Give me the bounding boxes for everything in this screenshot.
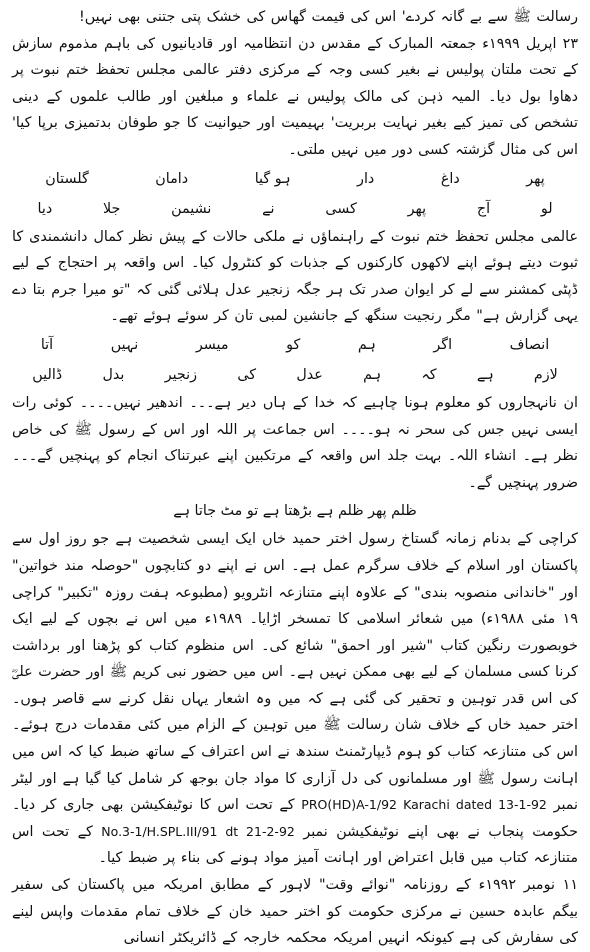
- paragraph-karachi: [12, 526, 578, 872]
- verse-justice-line-1: [12, 330, 578, 360]
- verse-word: نشیمن: [171, 200, 212, 217]
- verse-word: نے: [262, 200, 275, 217]
- verse-word: دار: [357, 170, 375, 187]
- verse-word: زنجیر: [164, 366, 198, 383]
- verse-word: دیا: [37, 200, 53, 217]
- verse-word: ڈالیں: [32, 366, 63, 383]
- verse-word: آج: [476, 200, 491, 217]
- verse-justice: [12, 330, 578, 390]
- verse-word: ہم: [363, 366, 382, 383]
- verse-word: نہیں: [110, 336, 139, 353]
- verse-word: ہے: [476, 366, 494, 383]
- verse-word: میسر: [195, 336, 229, 353]
- verse-justice-line-2: [12, 360, 578, 390]
- verse-word: کہ: [421, 366, 437, 383]
- verse-word: پھر: [407, 200, 427, 217]
- verse-word: جلا: [102, 200, 121, 217]
- verse-word: کسی: [325, 200, 357, 217]
- paragraph-karachi-text-end: کے تحت اس متنازعہ کتاب میں قابل اعتراض اور اہانت آمیز مواد ہونے کی بناء پر ضبط کیا۔: [12, 823, 578, 867]
- verse-word: لو: [540, 200, 553, 217]
- letter-reference-sindh: PRO(HD)A-1/92 Karachi dated 13-1-92: [301, 797, 547, 813]
- verse-garden-line-2: [12, 194, 578, 224]
- document-page: [12, 4, 579, 947]
- verse-word: ہو گیا: [254, 170, 291, 187]
- paragraph-opening: رسالت ﷺ سے بے گانہ کردے' اس کی قیمت گھاس کی خشک پتی جتنی بھی نہیں!: [79, 9, 578, 25]
- verse-word: دامان: [155, 170, 189, 187]
- paragraph-raid: ۲۳ اپریل ۱۹۹۹ء جمعتہ المبارک کے مقدس دن انتظامیہ اور قادیانیوں کی باہم مذموم سازش کے تحت ملتان پولیس نے بغیر کسی وجہ کے مرکزی دفتر عالمی مجلس تحفظ ختم نبوت پر دھاوا بول دیا۔ المیہ ذہن کی مالک پولیس نے علماء و مبلغین اور طالب علموں کے دینی تشخص کی تمیز کیے بغیر نہایت بربریت' بہیمیت اور حیوانیت کا جو طوفان بدتمیزی برپا کیا' اس کی مثال گزشتہ کسی دور میں نہیں ملتی۔: [12, 35, 578, 158]
- verse-word: آتا: [40, 336, 54, 353]
- paragraph-karachi-text: کراچی کے بدنام زمانہ گستاخ رسول اختر حمید خاں ایک ایسی شخصیت ہے جو روز اول سے پاکستان اور اسلام کے خلاف سرگرم عمل ہے۔ اس نے اپنے دو کتابچوں "حوصلہ مند خواتین" اور "خاندانی منصوبہ بندی" کے علاوہ اپنے متنازعہ انٹرویو (مطبوعہ ہفت روزہ "تکبیر" کراچی ۱۹ مئی ۱۹۸۸ء) میں شعائر اسلامی کا تمسخر اڑایا۔ ۱۹۸۹ء میں اس نے بچوں کے لیے ایک خوبصورت رنگین کتاب "شیر اور احمق" شائع کی۔ اس منظوم کتاب کو پڑھنا اور برداشت کرنا کسی مسلمان کے لیے بھی ممکن نہیں ہے۔ اس میں حضور نبی کریم ﷺ اور حضرت علیؓ کی اس قدر توہین و تحقیر کی گئی ہے کہ میں وہ اشعار یہاں نقل کرنے سے قاصر ہوں۔ اختر حمید خاں کے خلاف شان رسالت ﷺ میں توہین کے الزام میں کئی مقدمات درج ہوئے۔ اس کی متنازعہ کتاب کو ہوم ڈیپارٹمنٹ سندھ نے اس اعتراف کے ساتھ ضبط کیا کہ اس میں اہانت رسول ﷺ اور مسلمانوں کی دل آزاری کا مواد جان بوجھ کر شامل کیا گیا ہے اور لیٹر نمبر: [12, 531, 579, 814]
- verse-oppression: ظلم پھر ظلم ہے بڑھتا ہے تو مٹ جاتا ہے: [173, 503, 417, 520]
- verse-word: داغ: [440, 170, 460, 187]
- paragraph-protest: عالمی مجلس تحفظ ختم نبوت کے راہنماؤں نے ملکی حالات کے پیش نظر کمال دانشمندی کا ثبوت دیتے ہوئے اپنے لاکھوں کارکنوں کے جذبات کو کنٹرول کیا۔ اس واقعہ پر احتجاج کے لیے ڈپٹی کمشنر سے لے کر ایوان صدر تک ہر جگہ زنجیر عدل ہلائی گئی کہ "تو میرا جرم بتا دے یہی گزارش ہے" مگر رنجیت سنگھ کے جانشین لمبی تان کر سوئے ہوئے تھے۔: [12, 228, 578, 325]
- paragraph-karachi-text-cont: کے تحت اس کا نوٹیفکیشن بھی جاری کر دیا۔ حکومت پنجاب نے بھی اپنے نوٹیفکیشن نمبر: [12, 797, 579, 840]
- verse-word: عدل: [296, 366, 323, 383]
- verse-word: گلستان: [45, 170, 89, 187]
- notification-reference-punjab: No.3-1/H.SPL.III/91 dt 21-2-92: [101, 823, 295, 839]
- verse-word: کی: [237, 366, 257, 383]
- paragraph-november: ۱۱ نومبر ۱۹۹۲ء کے روزنامہ "نوائے وقت" لاہور کے مطابق امریکہ میں پاکستان کی سفیر بیگم عابدہ حسین نے مرکزی حکومت کو اختر حمید خان کے خلاف تمام مقدمات واپس لینے کی سفارش کی ہے کیونکہ انہیں امریکہ محکمہ خارجہ کے ڈائریکٹر انسانی: [12, 877, 578, 947]
- verse-word: انصاف: [509, 336, 550, 353]
- verse-word: ہم: [357, 336, 376, 353]
- verse-garden-line-1: [12, 164, 578, 194]
- paragraph-warning: ان نانہجاروں کو معلوم ہونا چاہیے کہ خدا کے ہاں دیر ہے۔۔۔ اندھیر نہیں۔۔۔۔ کوئی رات ایسی نہیں جس کی سحر نہ ہو۔۔۔۔ اس جماعت پر اللہ اور اس کے رسول ﷺ کی خاص نظر ہے۔ انشاء اللہ۔ بہت جلد اس واقعہ کے مرتکبین اپنے عبرتناک انجام کو پہنچیں گے۔۔۔ ضرور پہنچیں گے۔: [12, 394, 578, 491]
- verse-word: پھر: [526, 170, 545, 187]
- verse-word: لازم: [533, 366, 558, 383]
- verse-garden: [12, 164, 578, 224]
- verse-word: بدل: [102, 366, 125, 383]
- verse-word: اگر: [433, 336, 453, 353]
- verse-word: کو: [286, 336, 301, 353]
